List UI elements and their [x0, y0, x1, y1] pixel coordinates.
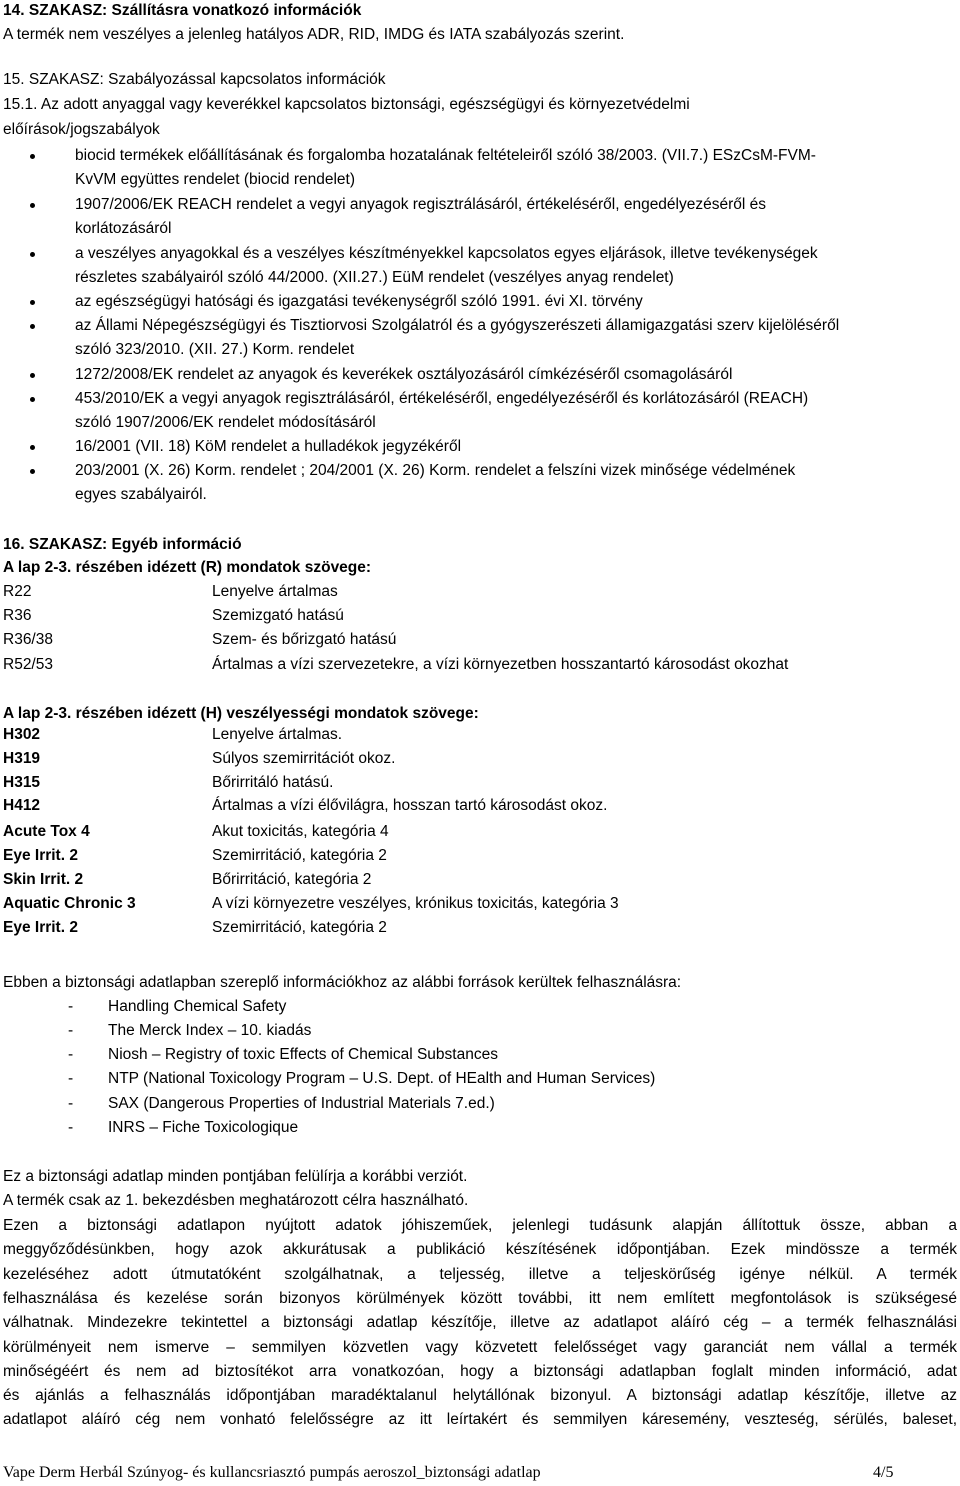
hazard-class-text: Szemirritáció, kategória 2 — [212, 919, 387, 936]
list-dash: - — [68, 1070, 74, 1087]
regulation-item-text: 1272/2008/EK rendelet az anyagok és keverékek osztályozásáról címkézéséről csomagolásáról — [75, 366, 733, 383]
disclaimer-line: minőségéért és nem ad biztosítékot arra vonatkozóan, hogy a biztonsági adatlapban foglalt minden információ, adat — [3, 1362, 957, 1380]
hazard-class-text: Akut toxicitás, kategória 4 — [212, 823, 389, 840]
source-item: The Merck Index – 10. kiadás — [108, 1022, 312, 1039]
disclaimer-line: Ezen a biztonsági adatlapon nyújtott adatok jóhiszeműek, jelenlegi tudásunk alapján állítottuk össze, abban a — [3, 1217, 957, 1234]
regulation-item-text: 203/2001 (X. 26) Korm. rendelet ; 204/2001 (X. 26) Korm. rendelet a felszíni vizek minősége védelmének — [75, 462, 796, 479]
disclaimer-line: válhatnak. Mindezekre tekintettel a biztonsági adatlap készítője, illetve az adatlapot aláíró cég – a termék felhasználási — [3, 1314, 957, 1332]
h-phrase-code: H412 — [3, 797, 41, 814]
regulation-item-text: korlátozásáról — [75, 220, 172, 237]
section-16-heading: 16. SZAKASZ: Egyéb információ — [3, 536, 242, 553]
section-14-heading: 14. SZAKASZ: Szállításra vonatkozó információk — [3, 2, 362, 19]
r-phrase-text: Ártalmas a vízi szervezetekre, a vízi környezetben hosszantartó károsodást okozhat — [212, 656, 789, 673]
regulation-item-text: szóló 323/2010. (XII. 27.) Korm. rendelet — [75, 341, 355, 358]
section-14-text: A termék nem veszélyes a jelenleg hatályos ADR, RID, IMDG és IATA szabályozás szerint. — [3, 26, 625, 43]
disclaimer-line: adatlapot aláíró cég nem vonható felelősségre az itt leírtakért és semmilyen káresemény, veszteség, sérülés, baleset, — [3, 1411, 957, 1429]
h-phrases-title: A lap 2-3. részében idézett (H) veszélyességi mondatok szövege: — [3, 705, 479, 722]
r-phrase-text: Lenyelve ártalmas — [212, 583, 338, 600]
hazard-class-code: Eye Irrit. 2 — [3, 919, 78, 936]
footer-page-number: 4/5 — [873, 1464, 894, 1481]
h-phrase-code: H319 — [3, 750, 41, 767]
regulation-item-text: 453/2010/EK a vegyi anyagok regisztrálásáról, értékeléséről, engedélyezéséről és korlátozásáról (REACH) — [75, 390, 809, 407]
regulation-item-text: biocid termékek előállításának és forgalomba hozatalának feltételeiről szóló 38/2003. (VII.7.) ESzCsM-FVM- — [75, 147, 816, 164]
regulation-item-text: KvVM együttes rendelet (biocid rendelet) — [75, 171, 356, 188]
hazard-class-code: Acute Tox 4 — [3, 823, 90, 840]
hazard-class-code: Aquatic Chronic 3 — [3, 895, 136, 912]
disclaimer-line: meggyőződésünkben, hogy azok akkurátusak a publikáció készítésének időpontjában. Ezek mindössze a termék — [3, 1241, 957, 1259]
h-phrase-code: H302 — [3, 726, 41, 743]
source-item: Handling Chemical Safety — [108, 998, 287, 1015]
h-phrase-text: Súlyos szemirritációt okoz. — [212, 750, 396, 767]
r-phrase-code: R36 — [3, 607, 32, 624]
list-dash: - — [68, 1095, 74, 1112]
list-dash: - — [68, 998, 74, 1015]
regulation-item-text: 16/2001 (VII. 18) KöM rendelet a hulladékok jegyzékéről — [75, 438, 462, 455]
footer-title: Vape Derm Herbál Szúnyog- és kullancsriasztó pumpás aeroszol_biztonsági adatlap — [3, 1464, 541, 1481]
regulation-item-text: a veszélyes anyagokkal és a veszélyes készítményekkel kapcsolatos egyes eljárások, illetve tevékenységek — [75, 245, 818, 262]
h-phrase-text: Ártalmas a vízi élővilágra, hosszan tartó károsodást okoz. — [212, 797, 608, 814]
r-phrase-text: Szem- és bőrizgató hatású — [212, 631, 397, 648]
h-phrase-text: Lenyelve ártalmas. — [212, 726, 343, 743]
source-item: Niosh – Registry of toxic Effects of Chemical Substances — [108, 1046, 498, 1063]
version-note: Ez a biztonsági adatlap minden pontjában felülírja a korábbi verziót. — [3, 1168, 468, 1185]
r-phrase-text: Szemizgató hatású — [212, 607, 344, 624]
regulation-item-text: 1907/2006/EK REACH rendelet a vegyi anyagok regisztrálásáról, értékeléséről, engedélyezéséről és — [75, 196, 767, 213]
hazard-class-text: A vízi környezetre veszélyes, krónikus toxicitás, kategória 3 — [212, 895, 619, 912]
regulation-item-text: szóló 1907/2006/EK rendelet módosításáról — [75, 414, 376, 431]
usage-note: A termék csak az 1. bekezdésben meghatározott célra használható. — [3, 1192, 469, 1209]
source-item: NTP (National Toxicology Program – U.S. Dept. of HEalth and Human Services) — [108, 1070, 656, 1087]
disclaimer-line: felhasználása és kezelése során bizonyos körülmények között további, itt nem említett megfontolások is szükségesé — [3, 1289, 957, 1307]
hazard-class-code: Skin Irrit. 2 — [3, 871, 84, 888]
r-phrases-title: A lap 2-3. részében idézett (R) mondatok szövege: — [3, 559, 372, 576]
regulation-item-text: egyes szabályairól. — [75, 486, 207, 503]
r-phrase-code: R52/53 — [3, 656, 53, 673]
list-dash: - — [68, 1046, 74, 1063]
disclaimer-line: és ajánlás a felhasználás időpontjában maradéktalanul helytállónak bizonyul. A biztonsági adatlap készítője, illetve az — [3, 1387, 957, 1405]
r-phrase-code: R22 — [3, 583, 32, 600]
section-15-heading: 15. SZAKASZ: Szabályozással kapcsolatos információk — [3, 71, 386, 88]
h-phrase-text: Bőrirritáló hatású. — [212, 774, 334, 791]
source-item: INRS – Fiche Toxicologique — [108, 1119, 299, 1136]
hazard-class-text: Szemirritáció, kategória 2 — [212, 847, 387, 864]
source-item: SAX (Dangerous Properties of Industrial Materials 7.ed.) — [108, 1095, 495, 1112]
regulation-item-text: részletes szabályairól szóló 44/2000. (XII.27.) EüM rendelet (veszélyes anyag rendelet) — [75, 269, 674, 286]
sources-intro: Ebben a biztonsági adatlapban szereplő információkhoz az alábbi források kerültek felhasználásra: — [3, 974, 682, 991]
section-15-1-line1: 15.1. Az adott anyaggal vagy keverékkel kapcsolatos biztonsági, egészségügyi és környezetvédelmi — [3, 96, 690, 113]
disclaimer-line: körülményeit nem ismerve – semmilyen közvetlen vagy közvetett felelősséget vagy garanciát nem vállal a termék — [3, 1338, 957, 1356]
list-dash: - — [68, 1022, 74, 1039]
r-phrase-code: R36/38 — [3, 631, 53, 648]
section-15-1-line2: előírások/jogszabályok — [3, 121, 160, 138]
regulation-item-text: az egészségügyi hatósági és igazgatási tevékenységről szóló 1991. évi XI. törvény — [75, 293, 643, 310]
regulation-item-text: az Állami Népegészségügyi és Tisztiorvosi Szolgálatról és a gyógyszerészeti államigazgatási szerv kijelöléséről — [75, 317, 840, 334]
disclaimer-line: kezeléséhez adott útmutatóként szolgálhatnak, a teljesség, illetve a teljeskörűség igénye nélkül. A termék — [3, 1265, 957, 1283]
list-dash: - — [68, 1119, 74, 1136]
hazard-class-text: Bőrirritáció, kategória 2 — [212, 871, 372, 888]
h-phrase-code: H315 — [3, 774, 41, 791]
hazard-class-code: Eye Irrit. 2 — [3, 847, 78, 864]
